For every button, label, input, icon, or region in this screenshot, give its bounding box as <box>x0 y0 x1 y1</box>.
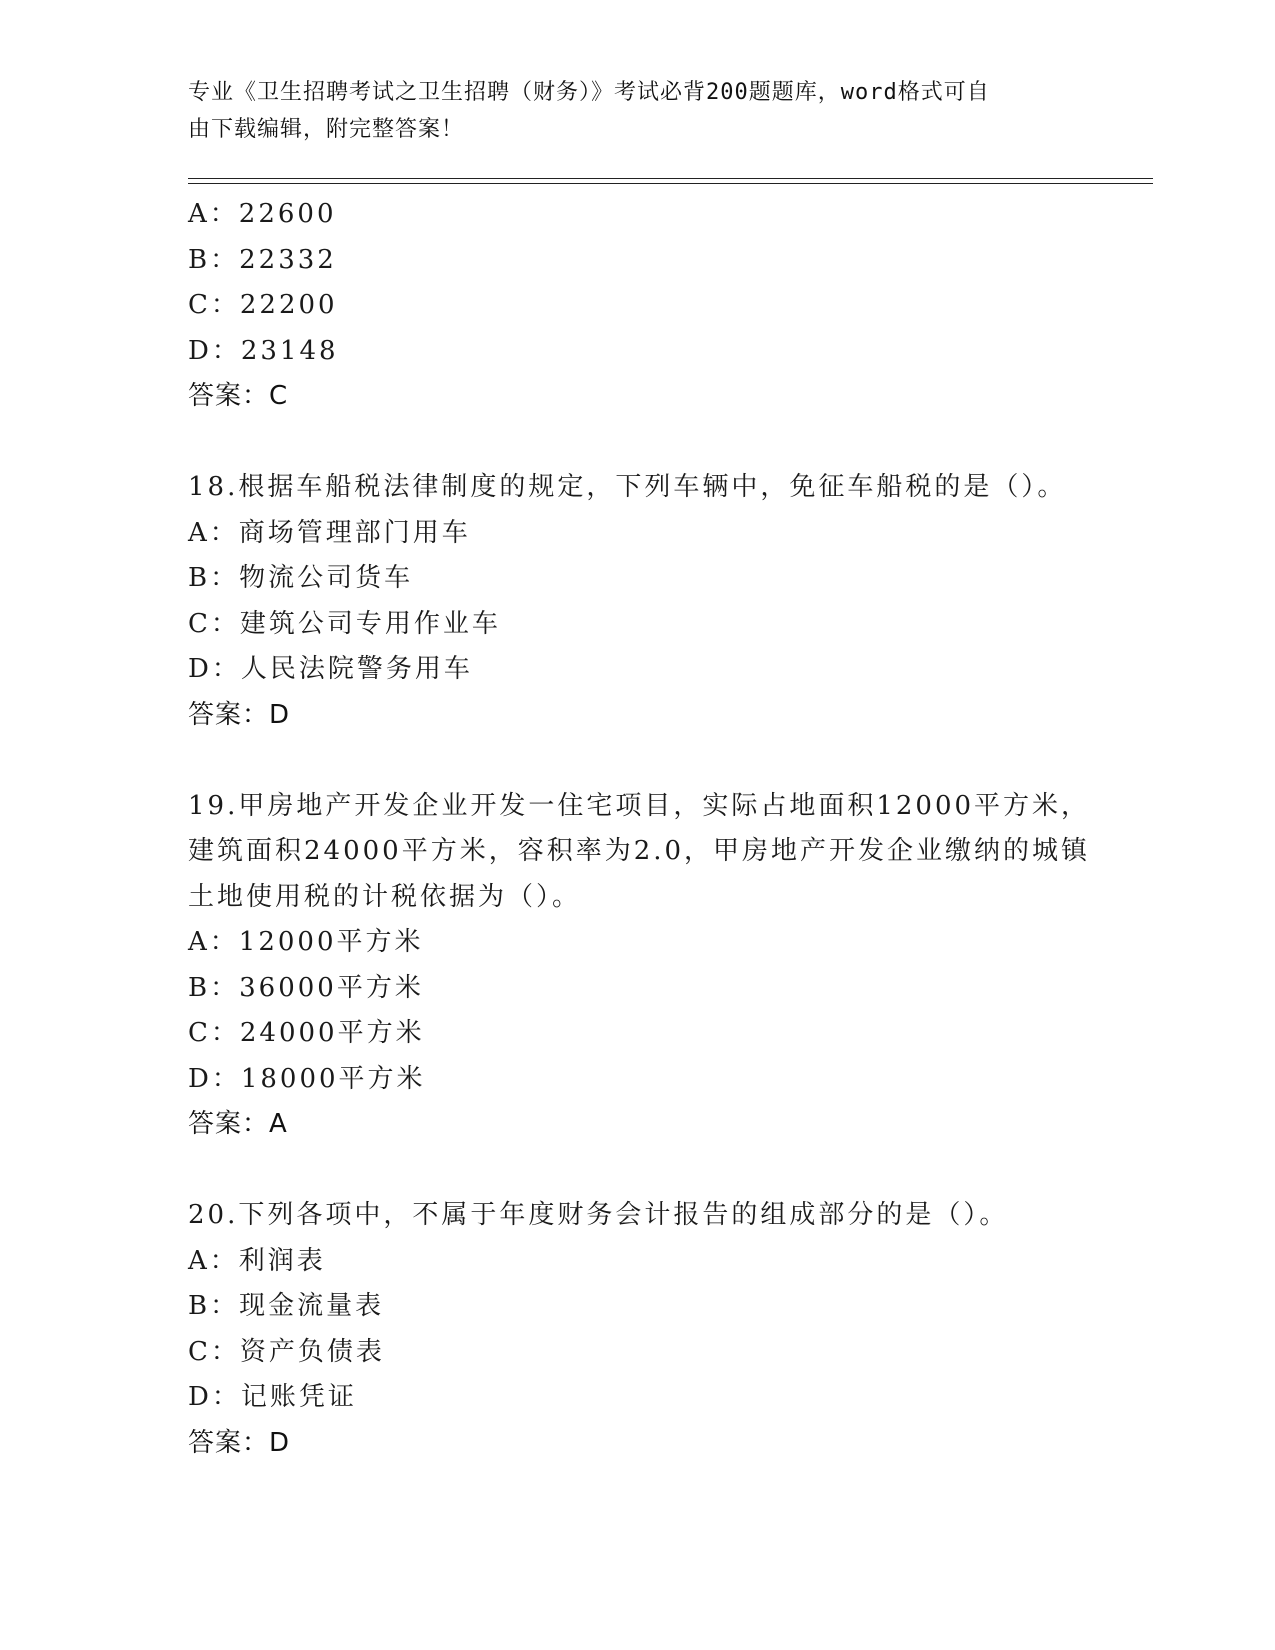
option-b: B：22332 <box>188 244 337 275</box>
stem-line: 建筑面积24000平方米，容积率为2.0，甲房地产开发企业缴纳的城镇 <box>188 836 1091 866</box>
option-b: B：36000平方米 <box>188 972 424 1003</box>
option-c: C：22200 <box>188 290 338 320</box>
option-c: C：24000平方米 <box>188 1018 425 1048</box>
spacer <box>188 420 1088 466</box>
option-c: C：资产负债表 <box>188 1336 385 1367</box>
answer-line: 答案：A <box>188 1109 288 1139</box>
spacer <box>188 738 1088 784</box>
spacer <box>188 1148 1088 1194</box>
header-line-1: 专业《卫生招聘考试之卫生招聘（财务）》考试必背200题题库，word格式可自 <box>188 80 990 105</box>
option-a: A：利润表 <box>188 1245 326 1276</box>
answer-line: 答案：C <box>188 381 289 411</box>
question-stem <box>188 1193 1088 1239</box>
option-a: A：22600 <box>188 199 337 229</box>
answer-line: 答案：D <box>188 1427 291 1458</box>
question-17 <box>188 192 1088 420</box>
option-b: B：物流公司货车 <box>188 563 414 593</box>
option-c: C：建筑公司专用作业车 <box>188 608 501 639</box>
stem-line: 20.下列各项中，不属于年度财务会计报告的组成部分的是（）。 <box>188 1200 1009 1230</box>
header-line-2: 由下载编辑，附完整答案！ <box>188 117 465 142</box>
option-a: A：12000平方米 <box>188 927 424 957</box>
option-d: D：18000平方米 <box>188 1063 426 1094</box>
option-a: A：商场管理部门用车 <box>188 517 471 548</box>
question-20 <box>188 1193 1088 1466</box>
option-d: D：23148 <box>188 335 339 366</box>
option-d: D：记账凭证 <box>188 1382 357 1412</box>
option-b: B：现金流量表 <box>188 1291 385 1321</box>
question-stem <box>188 784 1091 921</box>
stem-line: 18.根据车船税法律制度的规定，下列车辆中，免征车船税的是（）。 <box>188 472 1067 502</box>
question-stem <box>188 465 1088 511</box>
question-19 <box>188 784 1091 1148</box>
document-header-note <box>188 74 1068 148</box>
question-list <box>188 192 1091 1466</box>
stem-line: 土地使用税的计税依据为（）。 <box>188 881 582 912</box>
header-divider-top <box>188 178 1153 179</box>
option-d: D：人民法院警务用车 <box>188 654 473 684</box>
question-18 <box>188 465 1088 738</box>
header-divider-bottom <box>188 183 1153 184</box>
stem-line: 19.甲房地产开发企业开发一住宅项目，实际占地面积12000平方米， <box>188 790 1091 821</box>
answer-line: 答案：D <box>188 699 291 730</box>
